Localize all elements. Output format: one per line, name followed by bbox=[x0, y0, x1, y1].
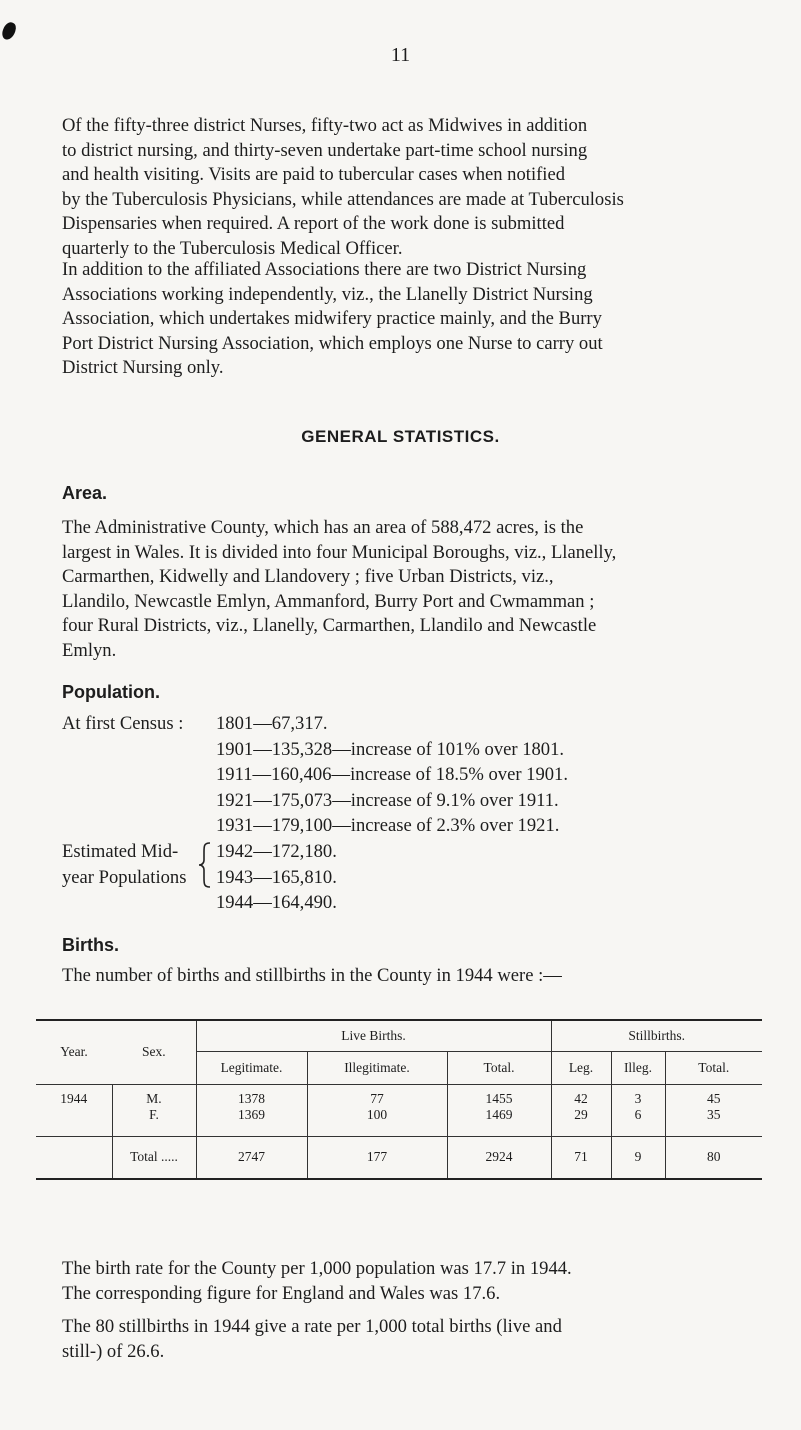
value-cell: 35 bbox=[665, 1107, 762, 1136]
census-value: 1931—179,100—increase of 2.3% over 1921. bbox=[216, 815, 560, 836]
text-line: The Administrative County, which has an area of 588,472 acres, is the bbox=[62, 517, 584, 538]
total-cell: 177 bbox=[307, 1136, 447, 1179]
legitimate-header: Legitimate. bbox=[196, 1051, 307, 1084]
text-line: largest in Wales. It is divided into four Municipal Boroughs, viz., Llanelly, bbox=[62, 541, 617, 563]
nurses-paragraph bbox=[62, 114, 742, 261]
value-cell: 1469 bbox=[447, 1107, 551, 1136]
total-cell: 9 bbox=[611, 1136, 665, 1179]
total-cell: 2924 bbox=[447, 1136, 551, 1179]
table-total-row bbox=[36, 1136, 762, 1179]
birth-rate-paragraph bbox=[62, 1257, 742, 1306]
total-label: Total ..... bbox=[112, 1136, 196, 1179]
text-line: Dispensaries when required. A report of the work done is submitted bbox=[62, 213, 565, 234]
text-line: District Nursing only. bbox=[62, 357, 224, 378]
value-cell: 45 bbox=[665, 1084, 762, 1107]
text-line: Port District Nursing Association, which employs one Nurse to carry out bbox=[62, 332, 603, 354]
associations-paragraph bbox=[62, 258, 742, 381]
page-number: 11 bbox=[390, 44, 411, 66]
value-cell: 1378 bbox=[196, 1084, 307, 1107]
value-cell: 1455 bbox=[447, 1084, 551, 1107]
live-total-header: Total. bbox=[447, 1051, 551, 1084]
text-line: four Rural Districts, viz., Llanelly, Carmarthen, Llandilo and Newcastle bbox=[62, 615, 597, 636]
value-cell: 1369 bbox=[196, 1107, 307, 1136]
table-row bbox=[36, 1084, 762, 1107]
ink-blot bbox=[0, 20, 17, 41]
value-cell: 100 bbox=[307, 1107, 447, 1136]
census-value: 1921—175,073—increase of 9.1% over 1911. bbox=[216, 789, 559, 811]
total-cell: 80 bbox=[665, 1136, 762, 1179]
text-line: Association, which undertakes midwifery practice mainly, and the Burry bbox=[62, 308, 602, 329]
text-line: Llandilo, Newcastle Emlyn, Ammanford, Burry Port and Cwmamman ; bbox=[62, 590, 595, 612]
area-heading: Area. bbox=[62, 483, 108, 503]
table-row bbox=[36, 1107, 762, 1136]
estimated-label: Estimated Mid- bbox=[62, 841, 179, 862]
estimate-value: 1942—172,180. bbox=[216, 841, 337, 862]
census-value: 1801—67,317. bbox=[216, 713, 328, 734]
text-line: quarterly to the Tuberculosis Medical Officer. bbox=[62, 237, 403, 259]
live-births-header: Live Births. bbox=[196, 1020, 551, 1051]
sex-cell: M. bbox=[112, 1084, 196, 1107]
text-line: In addition to the affiliated Associations there are two District Nursing bbox=[62, 259, 587, 280]
stillbirths-header: Stillbirths. bbox=[551, 1020, 762, 1051]
leg-header: Leg. bbox=[551, 1051, 611, 1084]
brace-icon bbox=[198, 842, 212, 888]
text-line: The corresponding figure for England and Wales was 17.6. bbox=[62, 1282, 501, 1304]
value-cell: 29 bbox=[551, 1107, 611, 1136]
value-cell: 77 bbox=[307, 1084, 447, 1107]
births-heading: Births. bbox=[62, 935, 120, 955]
text-line: The 80 stillbirths in 1944 give a rate per 1,000 total births (live and bbox=[62, 1316, 562, 1337]
sex-header: Sex. bbox=[112, 1020, 196, 1084]
census-label: At first Census : bbox=[62, 713, 184, 734]
text-line: The birth rate for the County per 1,000 population was 17.7 in 1944. bbox=[62, 1258, 572, 1279]
births-intro: The number of births and stillbirths in the County in 1944 were :— bbox=[62, 965, 562, 986]
total-cell: 2747 bbox=[196, 1136, 307, 1179]
text-line: still-) of 26.6. bbox=[62, 1340, 165, 1362]
text-line: Carmarthen, Kidwelly and Llandovery ; five Urban Districts, viz., bbox=[62, 566, 554, 587]
estimate-value: 1943—165,810. bbox=[216, 866, 337, 888]
census-value: 1911—160,406—increase of 18.5% over 1901. bbox=[216, 764, 569, 785]
value-cell: 6 bbox=[611, 1107, 665, 1136]
area-paragraph bbox=[62, 516, 742, 663]
estimated-label: year Populations bbox=[62, 866, 187, 888]
illegitimate-header: Illegitimate. bbox=[307, 1051, 447, 1084]
total-cell: 71 bbox=[551, 1136, 611, 1179]
text-line: to district nursing, and thirty-seven undertake part-time school nursing bbox=[62, 139, 588, 161]
population-heading: Population. bbox=[62, 682, 160, 702]
text-line: Associations working independently, viz., the Llanelly District Nursing bbox=[62, 283, 593, 305]
value-cell: 3 bbox=[611, 1084, 665, 1107]
births-table bbox=[36, 1019, 762, 1180]
text-line: Of the fifty-three district Nurses, fifty-two act as Midwives in addition bbox=[62, 115, 588, 136]
year-header: Year. bbox=[36, 1020, 112, 1084]
year-cell: 1944 bbox=[36, 1084, 112, 1107]
text-line: and health visiting. Visits are paid to tubercular cases when notified bbox=[62, 164, 566, 185]
value-cell: 42 bbox=[551, 1084, 611, 1107]
text-line: by the Tuberculosis Physicians, while attendances are made at Tuberculosis bbox=[62, 188, 624, 210]
section-title: GENERAL STATISTICS. bbox=[301, 427, 500, 446]
stillbirth-rate-paragraph bbox=[62, 1315, 742, 1364]
text-line: Emlyn. bbox=[62, 639, 117, 661]
estimate-value: 1944—164,490. bbox=[216, 892, 337, 913]
table-header-row bbox=[36, 1020, 762, 1051]
illeg-header: Illeg. bbox=[611, 1051, 665, 1084]
still-total-header: Total. bbox=[665, 1051, 762, 1084]
sex-cell: F. bbox=[112, 1107, 196, 1136]
census-value: 1901—135,328—increase of 101% over 1801. bbox=[216, 738, 565, 760]
